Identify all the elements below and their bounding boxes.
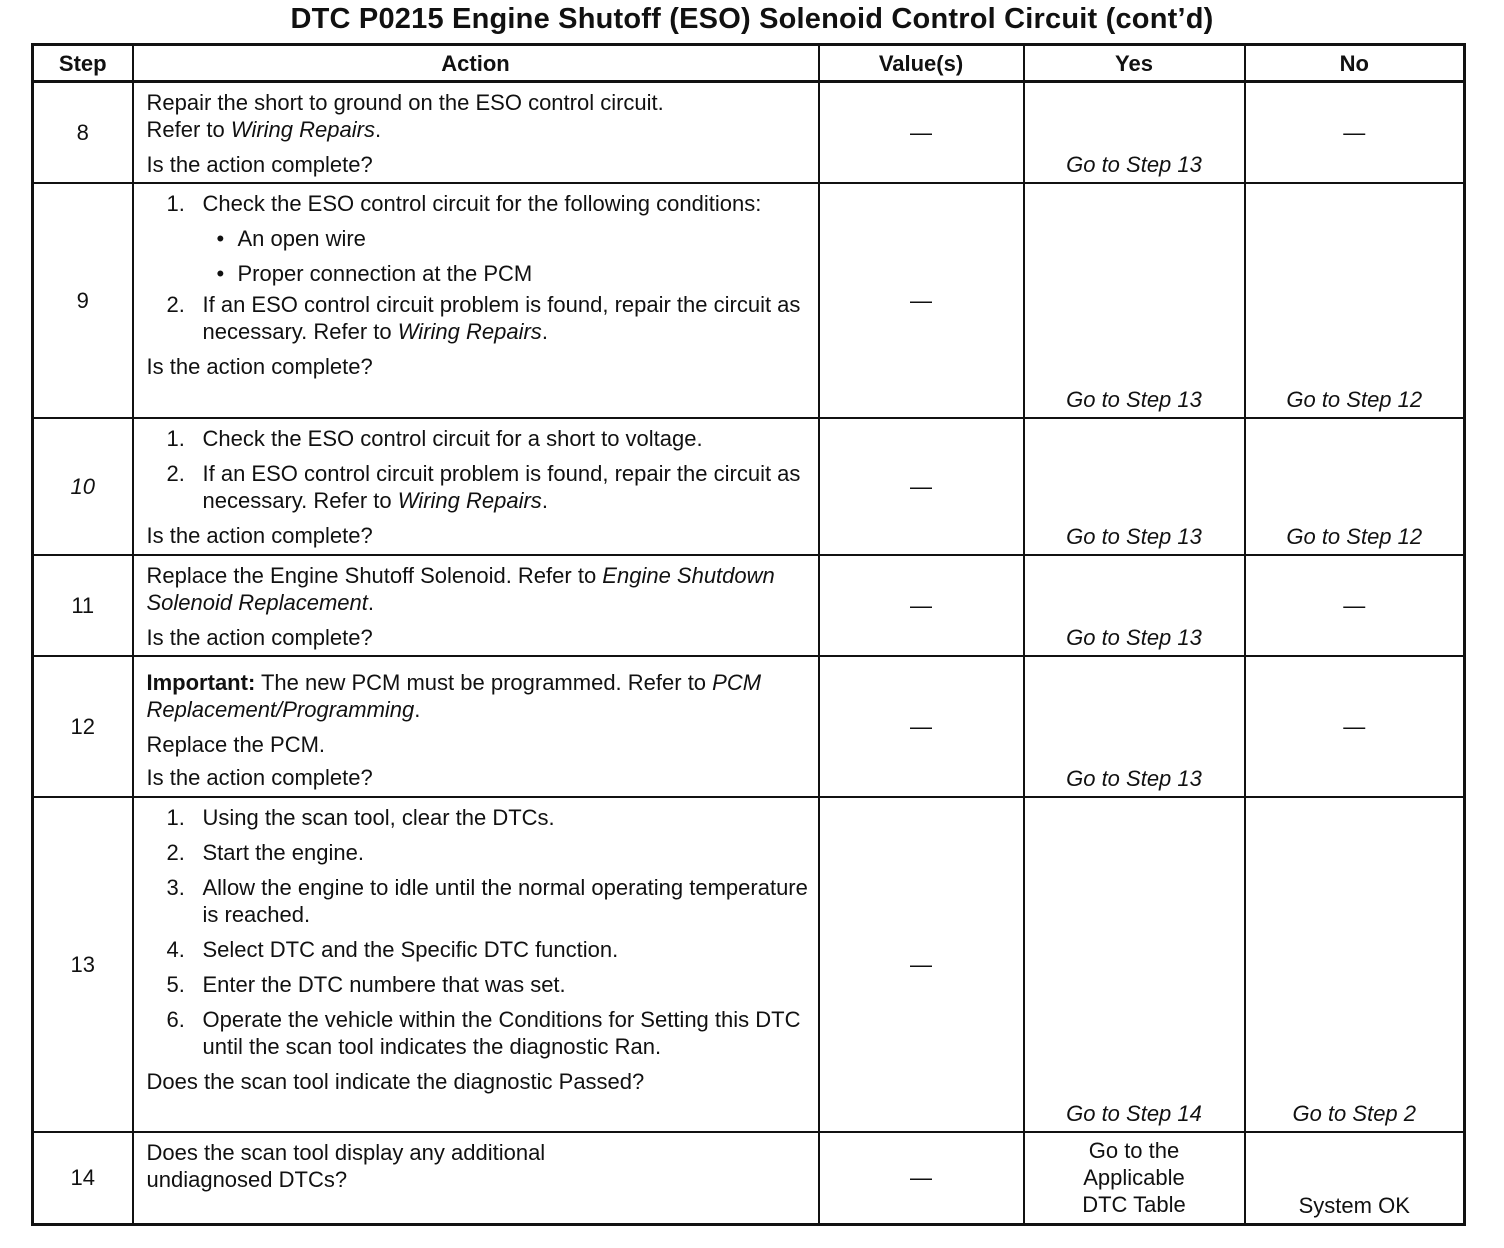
numbered-list	[147, 190, 810, 345]
list-item: 2. If an ESO control circuit problem is found, repair the circuit as necessary. Refer to Wiring Repairs.	[166, 461, 801, 513]
value-cell: —	[819, 555, 1024, 656]
page-title: DTC P0215 Engine Shutoff (ESO) Solenoid Control Circuit (cont’d)	[290, 3, 1214, 35]
diagnostic-table	[31, 43, 1466, 1226]
list-item: 2. Start the engine.	[166, 840, 364, 865]
important-label: Important:	[146, 670, 256, 695]
table-row	[33, 797, 1465, 1132]
reference-link-text: Wiring Repairs	[230, 117, 375, 142]
action-text: Important: The new PCM must be programmed. Refer to PCM Replacement/Programming.	[146, 670, 762, 722]
action-cell	[133, 1132, 819, 1224]
bullet-icon: •	[216, 226, 225, 251]
action-cell	[133, 656, 819, 797]
no-cell: —	[1245, 656, 1465, 797]
step-number: 10	[33, 418, 133, 555]
action-question: Is the action complete?	[146, 354, 373, 379]
list-item: 2. If an ESO control circuit problem is found, repair the circuit as necessary. Refer to Wiring Repairs.	[166, 292, 801, 344]
action-question: Does the scan tool display any additional undiagnosed DTCs?	[146, 1140, 546, 1192]
yes-cell: Go to Step 13	[1024, 183, 1245, 418]
action-cell	[133, 183, 819, 418]
numbered-list	[147, 425, 810, 514]
header-action: Action	[133, 45, 819, 82]
no-cell: Go to Step 12	[1245, 418, 1465, 555]
step-number: 13	[33, 797, 133, 1132]
action-question: Is the action complete?	[146, 523, 373, 548]
action-question: Is the action complete?	[146, 152, 373, 177]
value-cell: —	[819, 797, 1024, 1132]
step-number: 12	[33, 656, 133, 797]
reference-link-text: PCM Replacement/Programming	[146, 670, 762, 722]
yes-cell: Go to Step 13	[1024, 656, 1245, 797]
reference-link-text: Wiring Repairs	[397, 488, 542, 513]
header-no: No	[1245, 45, 1465, 82]
bullet-icon: •	[216, 261, 225, 286]
table-row	[33, 656, 1465, 797]
table-row	[33, 82, 1465, 184]
action-text: Replace the Engine Shutoff Solenoid. Refer to Engine Shutdown Solenoid Replacement.	[146, 563, 775, 615]
step-number: 14	[33, 1132, 133, 1224]
table-row	[33, 1132, 1465, 1224]
value-cell: —	[819, 656, 1024, 797]
list-item: 4. Select DTC and the Specific DTC function.	[166, 937, 619, 962]
yes-cell: Go to Step 14	[1024, 797, 1245, 1132]
list-item: 1. Check the ESO control circuit for the following conditions: • An open wire • Proper connection at the PCM	[147, 190, 810, 287]
list-item: 6. Operate the vehicle within the Conditions for Setting this DTC until the scan tool indicates the diagnostic Ran.	[166, 1007, 801, 1059]
reference-link-text: Engine Shutdown Solenoid Replacement	[146, 563, 775, 615]
numbered-list	[147, 804, 810, 1060]
yes-cell: Go to Step 13	[1024, 555, 1245, 656]
no-cell: Go to Step 2	[1245, 797, 1465, 1132]
action-cell	[133, 797, 819, 1132]
yes-cell: Go to Step 13	[1024, 82, 1245, 184]
action-question: Is the action complete?	[146, 625, 373, 650]
action-text: Replace the PCM.	[146, 732, 326, 757]
action-text: Repair the short to ground on the ESO control circuit.	[146, 90, 664, 115]
action-text: Refer to Wiring Repairs.	[146, 117, 382, 142]
action-cell	[133, 555, 819, 656]
step-number: 11	[33, 555, 133, 656]
value-cell: —	[819, 183, 1024, 418]
no-cell: —	[1245, 555, 1465, 656]
list-item: 3. Allow the engine to idle until the normal operating temperature is reached.	[166, 875, 808, 927]
list-item: 1. Check the ESO control circuit for a short to voltage.	[166, 426, 703, 451]
header-step: Step	[33, 45, 133, 82]
header-yes: Yes	[1024, 45, 1245, 82]
step-number: 8	[33, 82, 133, 184]
yes-cell: Go to the Applicable DTC Table	[1024, 1132, 1245, 1224]
bullet-item: • Proper connection at the PCM	[216, 261, 533, 286]
list-item: 5. Enter the DTC numbere that was set.	[166, 972, 566, 997]
no-cell: —	[1245, 82, 1465, 184]
table-row	[33, 418, 1465, 555]
header-value: Value(s)	[819, 45, 1024, 82]
value-cell: —	[819, 82, 1024, 184]
action-cell	[133, 418, 819, 555]
value-cell: —	[819, 418, 1024, 555]
reference-link-text: Wiring Repairs	[397, 319, 542, 344]
bullet-item: • An open wire	[216, 226, 366, 251]
bullet-list	[203, 225, 810, 287]
action-cell	[133, 82, 819, 184]
list-item: 1. Using the scan tool, clear the DTCs.	[166, 805, 555, 830]
step-number: 9	[33, 183, 133, 418]
value-cell: —	[819, 1132, 1024, 1224]
table-row	[33, 183, 1465, 418]
action-question: Is the action complete?	[146, 765, 373, 790]
no-cell: Go to Step 12	[1245, 183, 1465, 418]
yes-cell: Go to Step 13	[1024, 418, 1245, 555]
header-row	[33, 45, 1465, 82]
no-cell: System OK	[1245, 1132, 1465, 1224]
table-row	[33, 555, 1465, 656]
action-question: Does the scan tool indicate the diagnostic Passed?	[146, 1069, 645, 1094]
